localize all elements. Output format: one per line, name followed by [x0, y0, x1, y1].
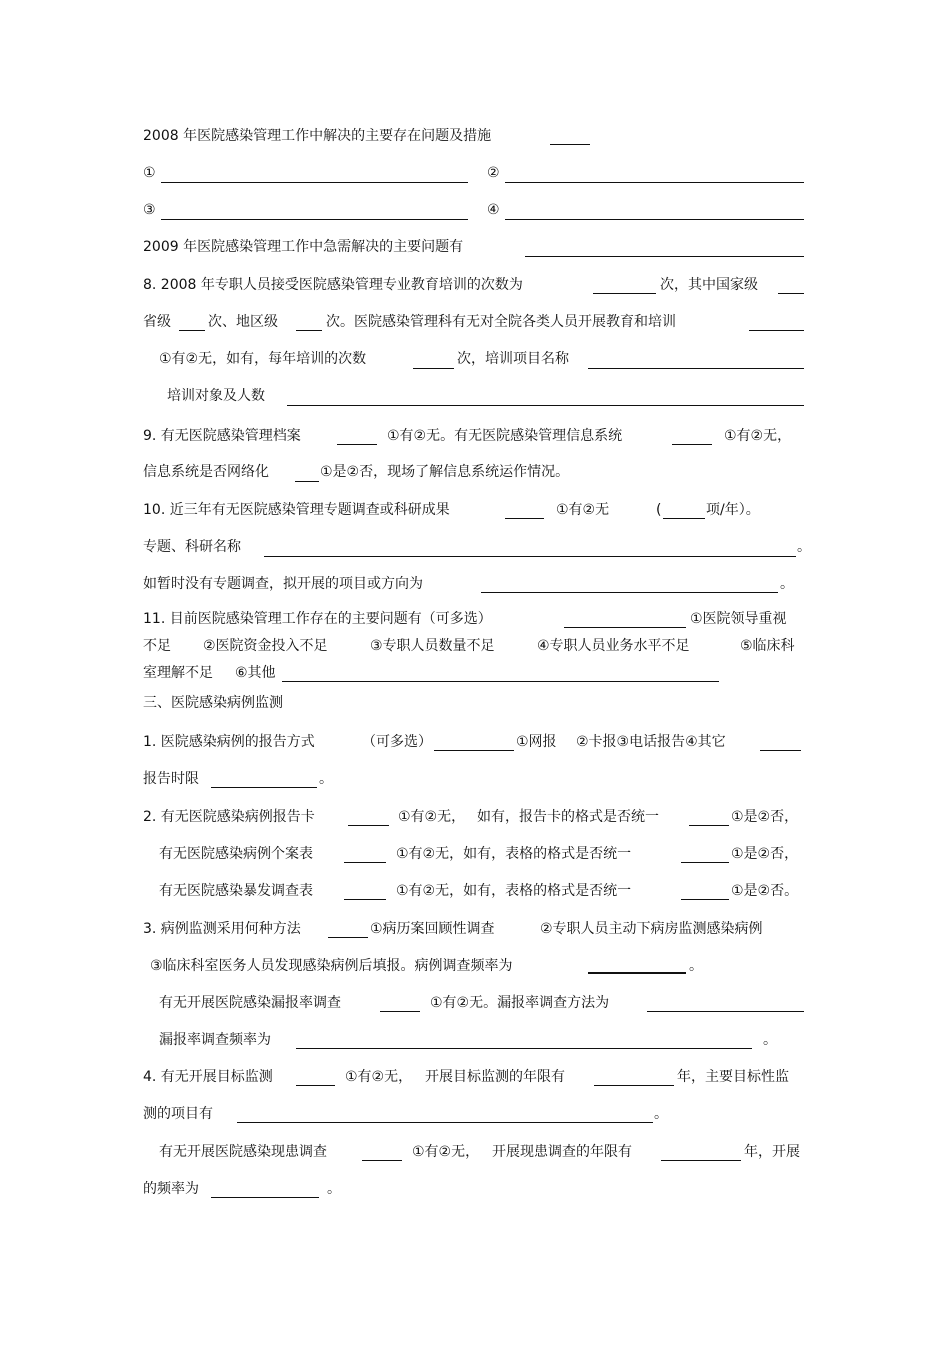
blank-p2-outbreak-format[interactable] — [681, 899, 729, 900]
blank-q10-research[interactable] — [505, 518, 544, 519]
q8-text-b: 次，其中国家级 — [660, 277, 758, 293]
p3-text-f: 有无开展医院感染漏报率调查 — [159, 995, 341, 1011]
blank-p2-case-form[interactable] — [344, 862, 386, 863]
p4-text-f: 。 — [654, 1106, 668, 1122]
p4-text-j: 年，开展 — [744, 1144, 800, 1160]
blank-q8-yearly-times[interactable] — [413, 368, 454, 369]
p2-text-e: 有无医院感染病例个案表 — [159, 846, 313, 862]
blank-p2-report-card[interactable] — [348, 825, 389, 826]
p2-text-f: ①有②无，如有，表格的格式是否统一 — [396, 846, 632, 862]
q10-text-c: ( — [656, 502, 662, 518]
blank-p4-prevalence-years[interactable] — [661, 1160, 741, 1161]
q10-text-d: 项/年）。 — [706, 502, 760, 518]
p3-text-a: 3. 病例监测采用何种方法 — [143, 921, 301, 937]
blank-q8-project-name[interactable] — [588, 368, 804, 369]
blank-p3-missed-method[interactable] — [647, 1011, 804, 1012]
marker-4: ④ — [487, 202, 500, 218]
blank-q11-problems[interactable] — [564, 627, 686, 628]
q10-text-g: 如暂时没有专题调查，拟开展的项目或方向为 — [143, 576, 423, 592]
blank-q9-info-system[interactable] — [672, 444, 712, 445]
p4-text-i: 开展现患调查的年限有 — [492, 1144, 632, 1160]
q8-text-d: 次、地区级 — [208, 314, 278, 330]
blank-q8-hospital-training[interactable] — [749, 330, 804, 331]
q11-text-i: ⑥其他 — [235, 665, 276, 681]
q11-text-h: 室理解不足 — [143, 665, 213, 681]
blank-item-3[interactable] — [161, 219, 468, 220]
p1-text-d: ②卡报③电话报告④其它 — [576, 734, 726, 750]
blank-q8-regional[interactable] — [296, 330, 322, 331]
p3-text-c: ②专职人员主动下病房监测感染病例 — [540, 921, 763, 937]
p1-text-c: ①网报 — [516, 734, 557, 750]
blank-2008-status[interactable] — [550, 144, 590, 145]
blank-p3-frequency[interactable] — [588, 972, 686, 974]
q10-text-b: ①有②无 — [556, 502, 610, 518]
blank-item-1[interactable] — [161, 182, 468, 183]
p3-text-b: ①病历案回顾性调查 — [370, 921, 495, 937]
p4-text-d: 年，主要目标性监 — [677, 1069, 789, 1085]
q8-text-f: ①有②无，如有，每年培训的次数 — [159, 351, 367, 367]
q9-text-c: ①有②无， — [724, 428, 792, 444]
blank-p1-time-limit[interactable] — [211, 787, 317, 788]
marker-2: ② — [487, 165, 500, 181]
blank-p4-target-years[interactable] — [594, 1085, 674, 1086]
section-3-title: 三、医院感染病例监测 — [143, 695, 283, 711]
q8-text-c: 省级 — [143, 314, 171, 330]
p4-text-a: 4. 有无开展目标监测 — [143, 1069, 273, 1085]
p4-text-e: 测的项目有 — [143, 1106, 213, 1122]
p2-text-a: 2. 有无医院感染病例报告卡 — [143, 809, 315, 825]
p4-text-c: 开展目标监测的年限有 — [425, 1069, 565, 1085]
blank-q9-networked[interactable] — [295, 481, 319, 482]
blank-item-2[interactable] — [505, 182, 804, 183]
p3-text-i: 。 — [763, 1032, 777, 1048]
blank-p4-target[interactable] — [296, 1085, 335, 1086]
blank-q11-other[interactable] — [282, 681, 719, 682]
q8-text-e: 次。医院感染管理科有无对全院各类人员开展教育和培训 — [326, 314, 676, 330]
blank-p3-method[interactable] — [328, 937, 368, 938]
q11-text-a: 11. 目前医院感染管理工作存在的主要问题有（可多选） — [143, 611, 492, 627]
p4-text-l: 。 — [327, 1181, 341, 1197]
p4-text-h: ①有②无， — [412, 1144, 480, 1160]
p1-text-a: 1. 医院感染病例的报告方式 — [143, 734, 315, 750]
blank-p4-prevalence[interactable] — [362, 1160, 402, 1161]
blank-p3-missed-survey[interactable] — [380, 1011, 420, 1012]
blank-p4-target-items[interactable] — [237, 1122, 653, 1123]
q9-text-e: ①是②否，现场了解信息系统运作情况。 — [320, 464, 570, 480]
blank-2009-problems[interactable] — [525, 256, 804, 257]
marker-1: ① — [143, 165, 156, 181]
q11-text-f: ④专职人员业务水平不足 — [537, 638, 690, 654]
q11-text-c: 不足 — [143, 638, 171, 654]
q9-text-d: 信息系统是否网络化 — [143, 464, 269, 480]
blank-p1-report-method[interactable] — [434, 750, 514, 751]
blank-q10-planned-project[interactable] — [481, 592, 778, 593]
p2-text-g: ①是②否， — [731, 846, 799, 862]
blank-q9-archive[interactable] — [337, 444, 377, 445]
p2-text-d: ①是②否， — [731, 809, 799, 825]
q11-text-g: ⑤临床科 — [740, 638, 795, 654]
blank-q8-training-count[interactable] — [593, 293, 656, 294]
q10-text-a: 10. 近三年有无医院感染管理专题调查或科研成果 — [143, 502, 450, 518]
q11-text-e: ③专职人员数量不足 — [370, 638, 495, 654]
p3-text-h: 漏报率调查频率为 — [159, 1032, 271, 1048]
section-2008-title: 2008 年医院感染管理工作中解决的主要存在问题及措施 — [143, 128, 492, 144]
p2-text-h: 有无医院感染暴发调查表 — [159, 883, 313, 899]
p4-text-g: 有无开展医院感染现患调查 — [159, 1144, 327, 1160]
q10-text-f: 。 — [797, 539, 811, 555]
blank-q8-national[interactable] — [778, 293, 804, 294]
blank-p2-case-format[interactable] — [681, 862, 729, 863]
p1-text-e: 报告时限 — [143, 771, 199, 787]
section-2009-title: 2009 年医院感染管理工作中急需解决的主要问题有 — [143, 239, 464, 255]
p1-text-b: （可多选） — [362, 734, 432, 750]
blank-q10-research-name[interactable] — [264, 556, 796, 557]
p1-text-f: 。 — [319, 771, 333, 787]
p3-text-g: ①有②无。漏报率调查方法为 — [430, 995, 610, 1011]
q8-text-a: 8. 2008 年专职人员接受医院感染管理专业教育培训的次数为 — [143, 277, 523, 293]
q8-text-g: 次，培训项目名称 — [457, 351, 569, 367]
p2-text-i: ①有②无，如有，表格的格式是否统一 — [396, 883, 632, 899]
marker-3: ③ — [143, 202, 156, 218]
p3-text-e: 。 — [689, 958, 703, 974]
blank-p1-other[interactable] — [760, 750, 801, 751]
q8-text-h: 培训对象及人数 — [167, 388, 265, 404]
blank-item-4[interactable] — [505, 219, 804, 220]
q11-text-b: ①医院领导重视 — [690, 611, 787, 627]
blank-q8-trainees[interactable] — [287, 405, 804, 406]
p2-text-c: 如有，报告卡的格式是否统一 — [477, 809, 659, 825]
p4-text-b: ①有②无， — [345, 1069, 413, 1085]
blank-p2-card-format[interactable] — [689, 825, 729, 826]
q10-text-h: 。 — [780, 576, 794, 592]
p2-text-j: ①是②否。 — [731, 883, 799, 899]
blank-p4-frequency[interactable] — [211, 1197, 319, 1198]
blank-p3-missed-frequency[interactable] — [296, 1048, 752, 1049]
p4-text-k: 的频率为 — [143, 1181, 199, 1197]
blank-q10-items-per-year[interactable] — [663, 518, 705, 519]
q11-text-d: ②医院资金投入不足 — [203, 638, 328, 654]
p3-text-d: ③临床科室医务人员发现感染病例后填报。病例调查频率为 — [150, 958, 513, 974]
blank-q8-provincial[interactable] — [179, 330, 205, 331]
q10-text-e: 专题、科研名称 — [143, 539, 241, 555]
blank-p2-outbreak-form[interactable] — [344, 899, 386, 900]
p2-text-b: ①有②无， — [398, 809, 466, 825]
q9-text-a: 9. 有无医院感染管理档案 — [143, 428, 301, 444]
q9-text-b: ①有②无。有无医院感染管理信息系统 — [387, 428, 623, 444]
